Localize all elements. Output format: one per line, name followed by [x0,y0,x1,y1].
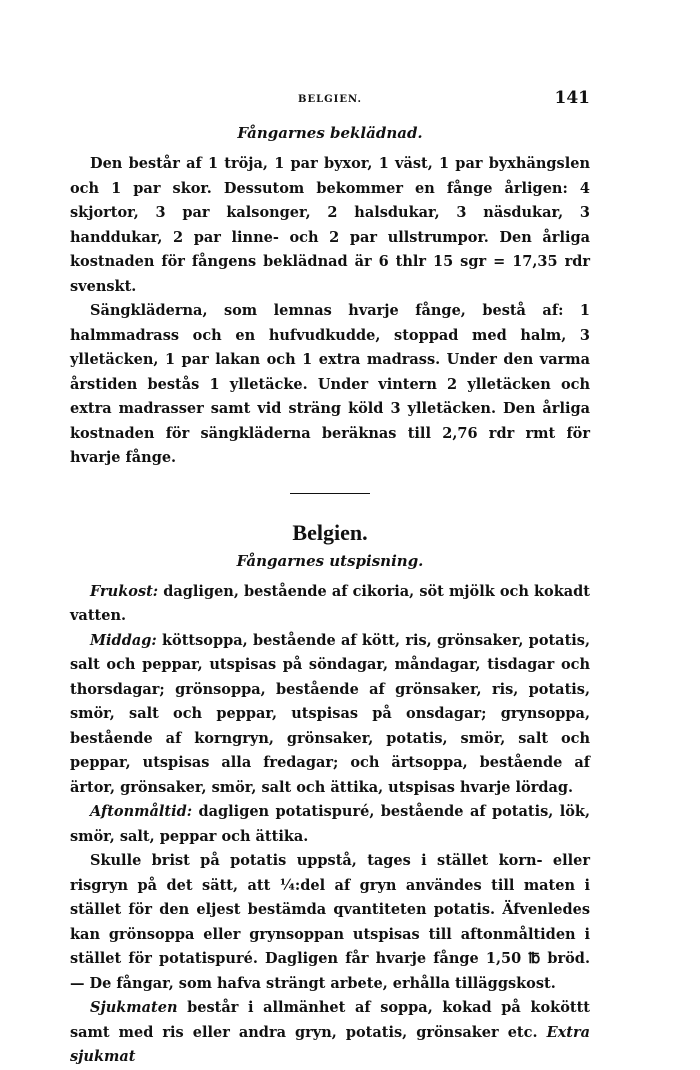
section-divider [290,493,370,494]
afton-text: dagligen potatispuré, bestående af potatis, lök, smör, salt, peppar och ättika. [70,803,590,845]
page-header [70,88,590,112]
sjuk-label: Sjukmaten [90,999,178,1016]
book-page [70,88,590,1070]
paragraph-frukost [70,580,590,629]
paragraph-afton [70,800,590,849]
section-title-clothing: Fångarnes beklädnad. [237,124,423,142]
middag-label: Middag: [90,631,157,649]
paragraph-sjukmat [70,996,590,1070]
page-number: 141 [554,88,590,108]
paragraph-bedding: Sängkläderna, som lemnas hvarje fånge, bestå af: 1 halmmadrass och en hufvudkudde, stoppad med halm, 3 ylletäcken, 1 par lakan och 1 extra madrass. Under den varma årstiden bestås 1 ylletäcke. Under vintern 2 ylletäcken och extra madrasser samt vid sträng köld 3 ylletäcken. Den årliga kostnaden för sängkläderna beräknas till 2,76 rdr rmt för hvarje fånge. [70,302,590,466]
section-title-food: Fångarnes utspisning. [236,551,424,570]
sjuk-text: består i allmänhet af soppa, kokad på koköttt samt med ris eller andra gryn, potatis, grönsaker etc. [70,999,590,1041]
country-title: Belgien. [292,519,368,545]
frukost-text: dagligen, bestående af cikoria, söt mjölk och kokadt vatten. [70,582,590,624]
afton-label: Aftonmåltid: [90,803,193,820]
paragraph-skulle: Skulle brist på potatis uppstå, tages i stället korn- eller risgryn på det sätt, att ¼:del af gryn användes till maten i stället för den eljest bestämda qvantiteten potatis. Äfvenledes kan grönsoppa eller grynsoppan utspisas till aftonmåltiden i stället för potatispuré. Dagligen får hvarje fånge 1,50 ℔ bröd. — De fångar, som hafva strängt arbete, erhålla tilläggskost. [70,852,590,992]
paragraph-clothing: Den består af 1 tröja, 1 par byxor, 1 väst, 1 par byxhängslen och 1 par skor. Dessutom bekommer en fånge årligen: 4 skjortor, 3 par kalsonger, 2 halsdukar, 3 näsdukar, 3 handdukar, 2 par linne- och 2 par ullstrumpor. Den årliga kostnaden för fångens beklädnad är 6 thlr 15 sgr = 17,35 rdr svenskt. [70,155,590,295]
running-head: BELGIEN. [298,94,362,105]
extra-label: Extra sjukmat [70,1023,590,1065]
paragraph-middag [70,629,590,801]
middag-text: köttsoppa, bestående af kött, ris, grönsaker, potatis, salt och peppar, utspisas på söndagar, måndagar, tisdagar och thorsdagar; grönsoppa, bestående af grönsaker, ris, potatis, smör, salt och peppar, utspisas på onsdagar; grynsoppa, bestående af korngryn, grönsaker, potatis, smör, salt och peppar, utspisas alla fredagar; och ärtsoppa, bestående af ärtor, grönsaker, smör, salt och ättika, utspisas hvarje lördag. [70,631,590,796]
frukost-label: Frukost: [90,582,159,600]
